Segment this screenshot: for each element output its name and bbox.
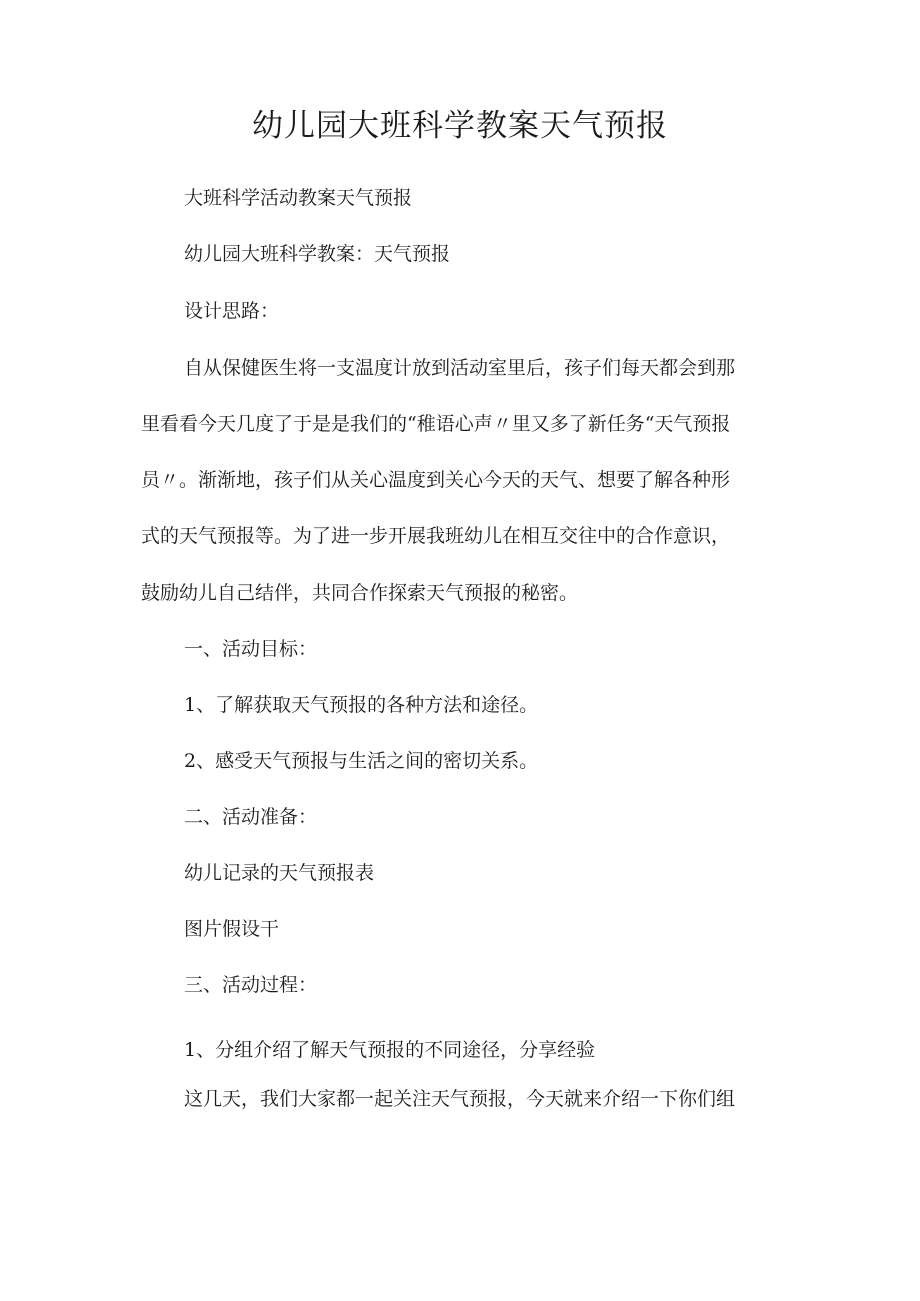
design-line-1: 自从保健医生将一支温度计放到活动室里后，孩子们每天都会到那 [184,357,736,379]
section-3-heading: 三、活动过程： [184,974,318,996]
section-2-heading: 二、活动准备： [184,806,318,828]
process-1: 1、分组介绍了解天气预报的不同途径，分享经验 [184,1039,596,1061]
section-1-heading: 一、活动目标： [184,638,318,660]
design-line-4: 式的天气预报等。为了进一步开展我班幼儿在相互交往中的合作意识， [141,525,731,547]
goal-2: 2、感受天气预报与生活之间的密切关系。 [184,750,539,772]
design-line-5: 鼓励幼儿自己结伴，共同合作探索天气预报的秘密。 [141,582,579,604]
design-line-3: 员〃。渐渐地，孩子们从关心温度到关心今天的天气、想要了解各种形 [141,469,731,491]
design-heading: 设计思路： [184,300,280,322]
subtitle-1: 大班科学活动教案天气预报 [184,187,413,209]
prep-2: 图片假设干 [184,918,280,940]
document-title: 幼儿园大班科学教案天气预报 [252,108,668,144]
design-line-2: 里看看今天几度了于是是我们的“稚语心声〃里又多了新任务“天气预报 [141,413,731,435]
subtitle-2: 幼儿园大班科学教案：天气预报 [184,243,451,265]
goal-1: 1、了解获取天气预报的各种方法和途径。 [184,694,539,716]
process-line: 这几天，我们大家都一起关注天气预报，今天就来介绍一下你们组 [184,1088,736,1110]
prep-1: 幼儿记录的天气预报表 [184,862,375,884]
